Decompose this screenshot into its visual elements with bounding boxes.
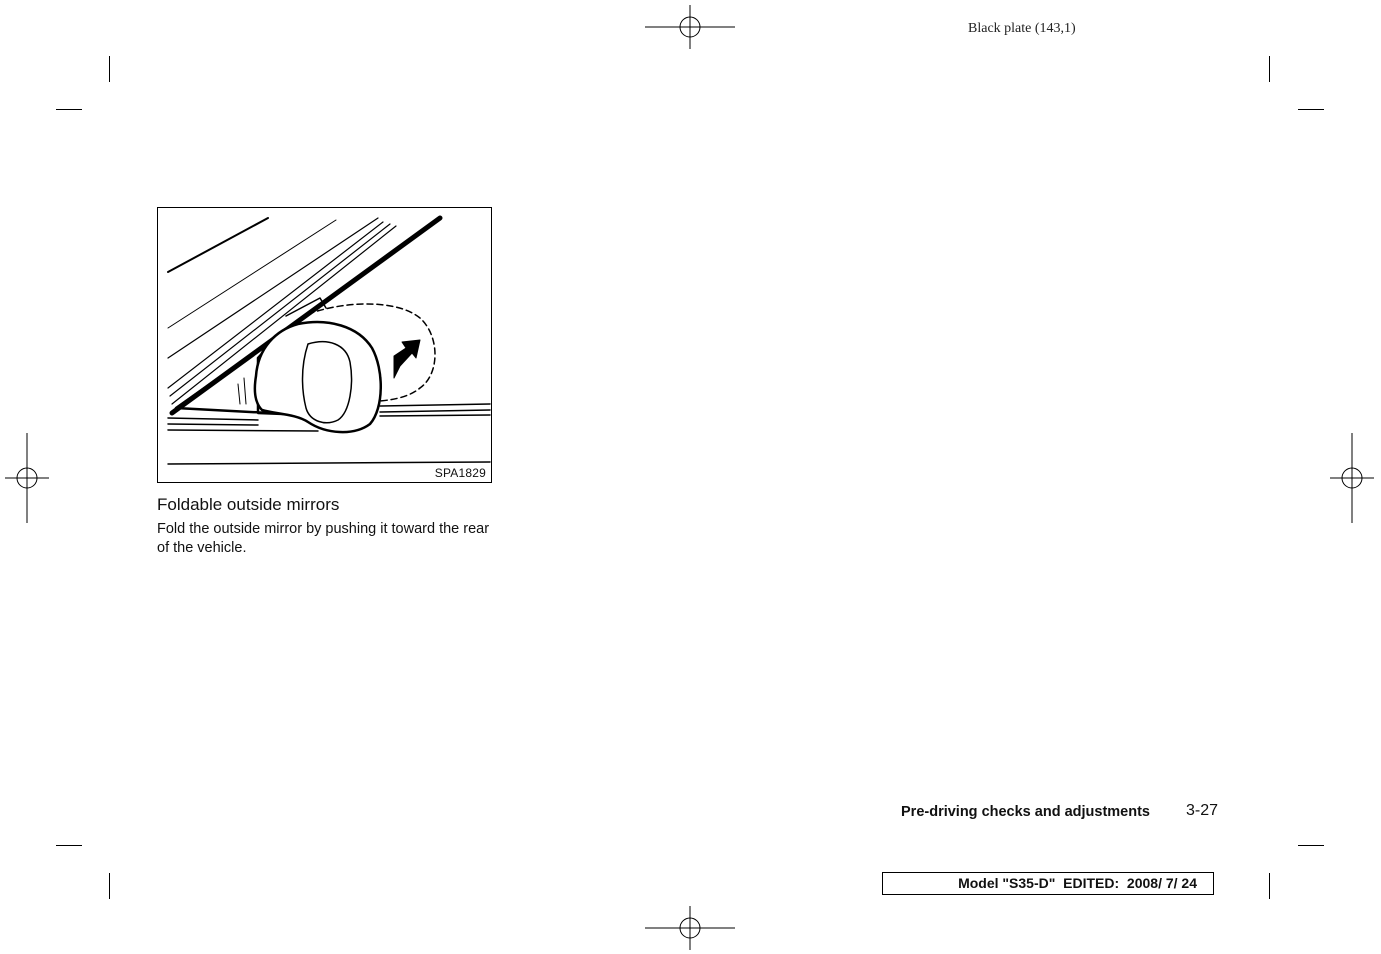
registration-mark-icon [5,433,49,523]
registration-mark-icon [1330,433,1374,523]
figure-box [157,207,492,483]
section-heading: Foldable outside mirrors [157,495,340,514]
registration-mark-icon [645,5,735,49]
section-title: Pre-driving checks and adjustments [901,804,1150,820]
crop-mark [109,873,110,899]
body-paragraph: Fold the outside mirror by pushing it toward the rear of the vehicle. [157,521,490,556]
crop-mark [56,845,82,846]
figure-code: SPA1829 [434,466,486,480]
crop-mark [1269,873,1270,899]
page-number: 3-27 [1186,802,1219,819]
crop-mark [1298,109,1324,110]
folding-mirror-illustration-icon [158,208,492,483]
crop-mark [56,109,82,110]
crop-mark [1298,845,1324,846]
registration-mark-icon [645,906,735,950]
crop-mark [109,56,110,82]
model-edited-box [882,872,1214,895]
crop-mark [1269,56,1270,82]
plate-label: Black plate (143,1) [968,21,1076,36]
model-edited-label: Model "S35-D" EDITED: 2008/ 7/ 24 [958,875,1197,891]
